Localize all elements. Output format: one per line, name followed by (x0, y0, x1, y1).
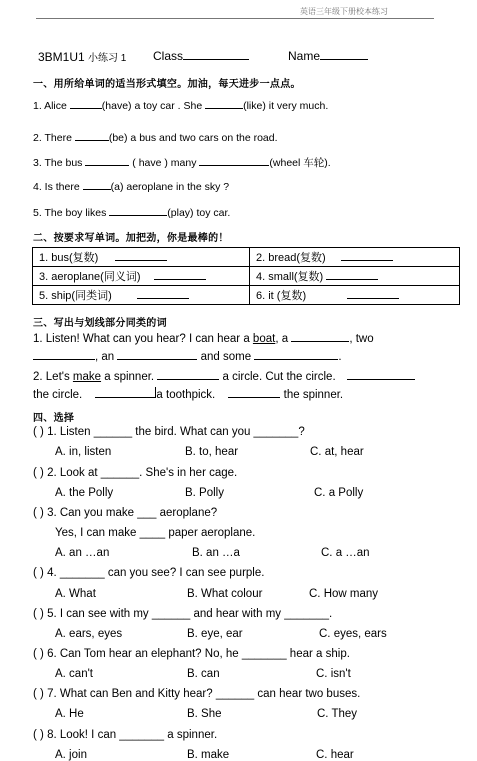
s3-q1-line-2: , an and some . (33, 349, 342, 363)
s1-question-2 (33, 130, 278, 144)
table-cell-label: 5. ship(同类词) (39, 290, 112, 302)
s3-q2-blank-4[interactable] (228, 387, 280, 398)
s3-q2-text-a: 2. Let's (33, 371, 70, 383)
s1-q4-text-b: (a) aeroplane in the sky ? (110, 181, 230, 193)
s3-q1-text-c: , two (349, 333, 374, 345)
mc-option-b[interactable]: B. Polly (185, 487, 224, 499)
s1-q1-text-a: 1. Alice (33, 100, 67, 112)
mc-option-a[interactable]: A. in, listen (55, 446, 112, 458)
s1-q5-blank-1[interactable] (109, 205, 167, 216)
s3-q2-text-b: a spinner. (104, 371, 155, 383)
mc-question-3-line-2: Yes, I can make ____ paper aeroplane. (55, 527, 256, 539)
mc-option-b[interactable]: B. an …a (192, 547, 240, 559)
mc-option-a[interactable]: A. an …an (55, 547, 110, 559)
table-row (33, 286, 460, 305)
mc-option-c[interactable]: C. a …an (321, 547, 370, 559)
worksheet-code (38, 49, 126, 64)
table-cell (250, 248, 460, 267)
mc-option-b[interactable]: B. make (187, 749, 230, 761)
section-1-heading: 一、用所给单词的适当形式填空。加油，每天进步一点点。 (33, 79, 301, 90)
table-row (33, 267, 460, 286)
s1-q3-text-b: ( have ) many (132, 157, 197, 169)
s1-q2-blank-1[interactable] (75, 130, 109, 141)
s1-q4-blank-1[interactable] (83, 179, 111, 190)
table-cell-label: 1. bus(复数) (39, 252, 99, 264)
s1-q4-text-a: 4. Is there (33, 181, 80, 193)
worksheet-code-text: 3BM1U1 (38, 50, 85, 64)
table-cell-blank[interactable] (115, 250, 167, 261)
class-blank[interactable] (183, 49, 249, 60)
s3-q2-text-d: the circle. (33, 389, 83, 401)
word-table (32, 247, 460, 305)
mc-option-c[interactable]: C. How many (309, 588, 379, 600)
s3-q2-blank-2[interactable] (347, 369, 415, 380)
s3-q1-text-a: 1. Listen! What can you hear? I can hear a (33, 333, 250, 345)
mc-question-text: 4. _______ can you see? I can see purple. (47, 567, 265, 579)
worksheet-practice-label: 小练习 1 (88, 53, 127, 64)
mc-question-8 (33, 729, 217, 741)
s3-q1-line-1 (33, 331, 374, 345)
s3-q1-blank-1[interactable] (291, 331, 349, 342)
table-cell-label: 6. it (复数) (256, 290, 307, 302)
mc-option-a[interactable]: A. ears, eyes (55, 628, 123, 640)
s3-q1-text-d: , an (95, 351, 115, 363)
mc-option-b[interactable]: B. What colour (187, 588, 263, 600)
s1-q1-text-b: (have) a toy car . She (101, 100, 203, 112)
s3-q2-underlined-word: make (72, 371, 102, 383)
table-cell (33, 267, 250, 286)
table-cell-blank[interactable] (137, 288, 189, 299)
s3-q1-text-b: , a (275, 333, 289, 345)
page-header-text: 英语三年级下册校本练习 (300, 7, 388, 16)
mc-question-text: 3. Can you make ___ aeroplane? (47, 507, 218, 519)
mc-question-6 (33, 648, 350, 660)
s1-question-1 (33, 98, 328, 112)
s3-q1-underlined-word: boat (252, 333, 276, 345)
answer-paren[interactable]: ( ) (33, 688, 44, 700)
table-cell-label: 3. aeroplane(同义词) (39, 271, 141, 283)
class-label: Class (153, 49, 184, 63)
table-cell-label: 2. bread(复数) (256, 252, 326, 264)
mc-question-text: 5. I can see with my ______ and hear with my _______. (47, 608, 333, 620)
s1-question-3 (33, 155, 331, 170)
s1-q1-blank-2[interactable] (205, 98, 243, 109)
section-4-heading: 四、选择 (33, 413, 75, 424)
mc-question-3 (33, 507, 217, 519)
mc-question-text: 2. Look at ______. She's in her cage. (47, 467, 238, 479)
s1-q1-text-c: (like) it very much. (243, 100, 329, 112)
mc-option-a[interactable]: A. the Polly (55, 487, 114, 499)
s1-q2-text-a: 2. There (33, 132, 72, 144)
s3-q2-blank-1[interactable] (157, 369, 219, 380)
mc-question-text: 6. Can Tom hear an elephant? No, he _______ hear a ship. (47, 648, 350, 660)
answer-paren[interactable]: ( ) (33, 567, 44, 579)
mc-question-text: 7. What can Ben and Kitty hear? ______ can hear two buses. (47, 688, 361, 700)
answer-paren[interactable]: ( ) (33, 729, 44, 741)
table-cell-blank[interactable] (326, 269, 378, 280)
table-cell (33, 248, 250, 267)
s1-q5-text-b: (play) toy car. (167, 207, 231, 219)
mc-option-c[interactable]: C. hear (316, 749, 354, 761)
s3-q1-text-e: and some (200, 351, 252, 363)
answer-paren[interactable]: ( ) (33, 467, 44, 479)
mc-question-4 (33, 567, 264, 579)
table-cell (33, 286, 250, 305)
table-cell (250, 286, 460, 305)
name-blank[interactable] (320, 49, 368, 60)
name-label: Name (288, 49, 321, 63)
s1-q1-blank-1[interactable] (70, 98, 102, 109)
mc-option-c[interactable]: C. They (317, 708, 358, 720)
s3-q1-blank-3[interactable] (117, 349, 197, 360)
table-cell-label: 4. small(复数) (256, 271, 324, 283)
class-field (153, 49, 249, 63)
s3-q2-text-c: a circle. Cut the circle. (222, 371, 336, 383)
table-cell-blank[interactable] (347, 288, 399, 299)
mc-option-a[interactable]: A. can't (55, 668, 93, 680)
s1-q5-text-a: 5. The boy likes (33, 207, 107, 219)
mc-option-a[interactable]: A. He (55, 708, 84, 720)
mc-question-5 (33, 608, 332, 620)
mc-option-b[interactable]: B. eye, ear (187, 628, 243, 640)
table-cell-blank[interactable] (154, 269, 206, 280)
mc-option-b[interactable]: B. can (187, 668, 220, 680)
mc-question-7 (33, 688, 360, 700)
s1-q3-text-a: 3. The bus (33, 157, 83, 169)
s3-q2-line-2 (33, 387, 343, 401)
s3-q1-blank-2[interactable] (33, 349, 95, 360)
mc-option-c[interactable]: C. isn't (316, 668, 351, 680)
s1-q2-text-b: (be) a bus and two cars on the road. (108, 132, 278, 144)
answer-paren[interactable]: ( ) (33, 608, 44, 620)
s1-q3-blank-1[interactable] (85, 155, 129, 166)
table-cell (250, 267, 460, 286)
s3-q2-text-f: the spinner. (283, 389, 344, 401)
table-cell-blank[interactable] (341, 250, 393, 261)
mc-option-b[interactable]: B. She (187, 708, 222, 720)
section-3-heading: 三、写出与划线部分同类的词 (33, 318, 167, 329)
s1-question-4 (33, 179, 229, 193)
mc-option-c[interactable]: C. eyes, ears (319, 628, 387, 640)
s1-q3-text-c: (wheel 车轮). (269, 157, 331, 169)
mc-option-a[interactable]: A. What (55, 588, 96, 600)
header-rule (36, 18, 434, 19)
mc-option-b[interactable]: B. to, hear (185, 446, 239, 458)
table-row (33, 248, 460, 267)
s1-q3-blank-2[interactable] (199, 155, 269, 166)
mc-option-c[interactable]: C. a Polly (314, 487, 364, 499)
name-field (288, 49, 368, 63)
s3-q1-blank-4[interactable] (254, 349, 338, 360)
answer-paren[interactable]: ( ) (33, 426, 44, 438)
mc-question-text: 8. Look! I can _______ a spinner. (47, 729, 218, 741)
mc-question-1 (33, 426, 305, 438)
s3-q2-line-1 (33, 369, 415, 383)
answer-paren[interactable]: ( ) (33, 507, 44, 519)
s3-q2-text-e: a toothpick. (156, 389, 216, 401)
answer-paren[interactable]: ( ) (33, 648, 44, 660)
mc-option-a[interactable]: A. join (55, 749, 87, 761)
mc-option-c[interactable]: C. at, hear (310, 446, 364, 458)
mc-question-2 (33, 467, 237, 479)
s1-question-5 (33, 205, 230, 219)
mc-question-text: 1. Listen ______ the bird. What can you _______? (47, 426, 305, 438)
s3-q2-blank-3[interactable] (95, 387, 156, 398)
section-2-heading: 二、按要求写单词。加把劲，你是最棒的！ (33, 233, 229, 244)
